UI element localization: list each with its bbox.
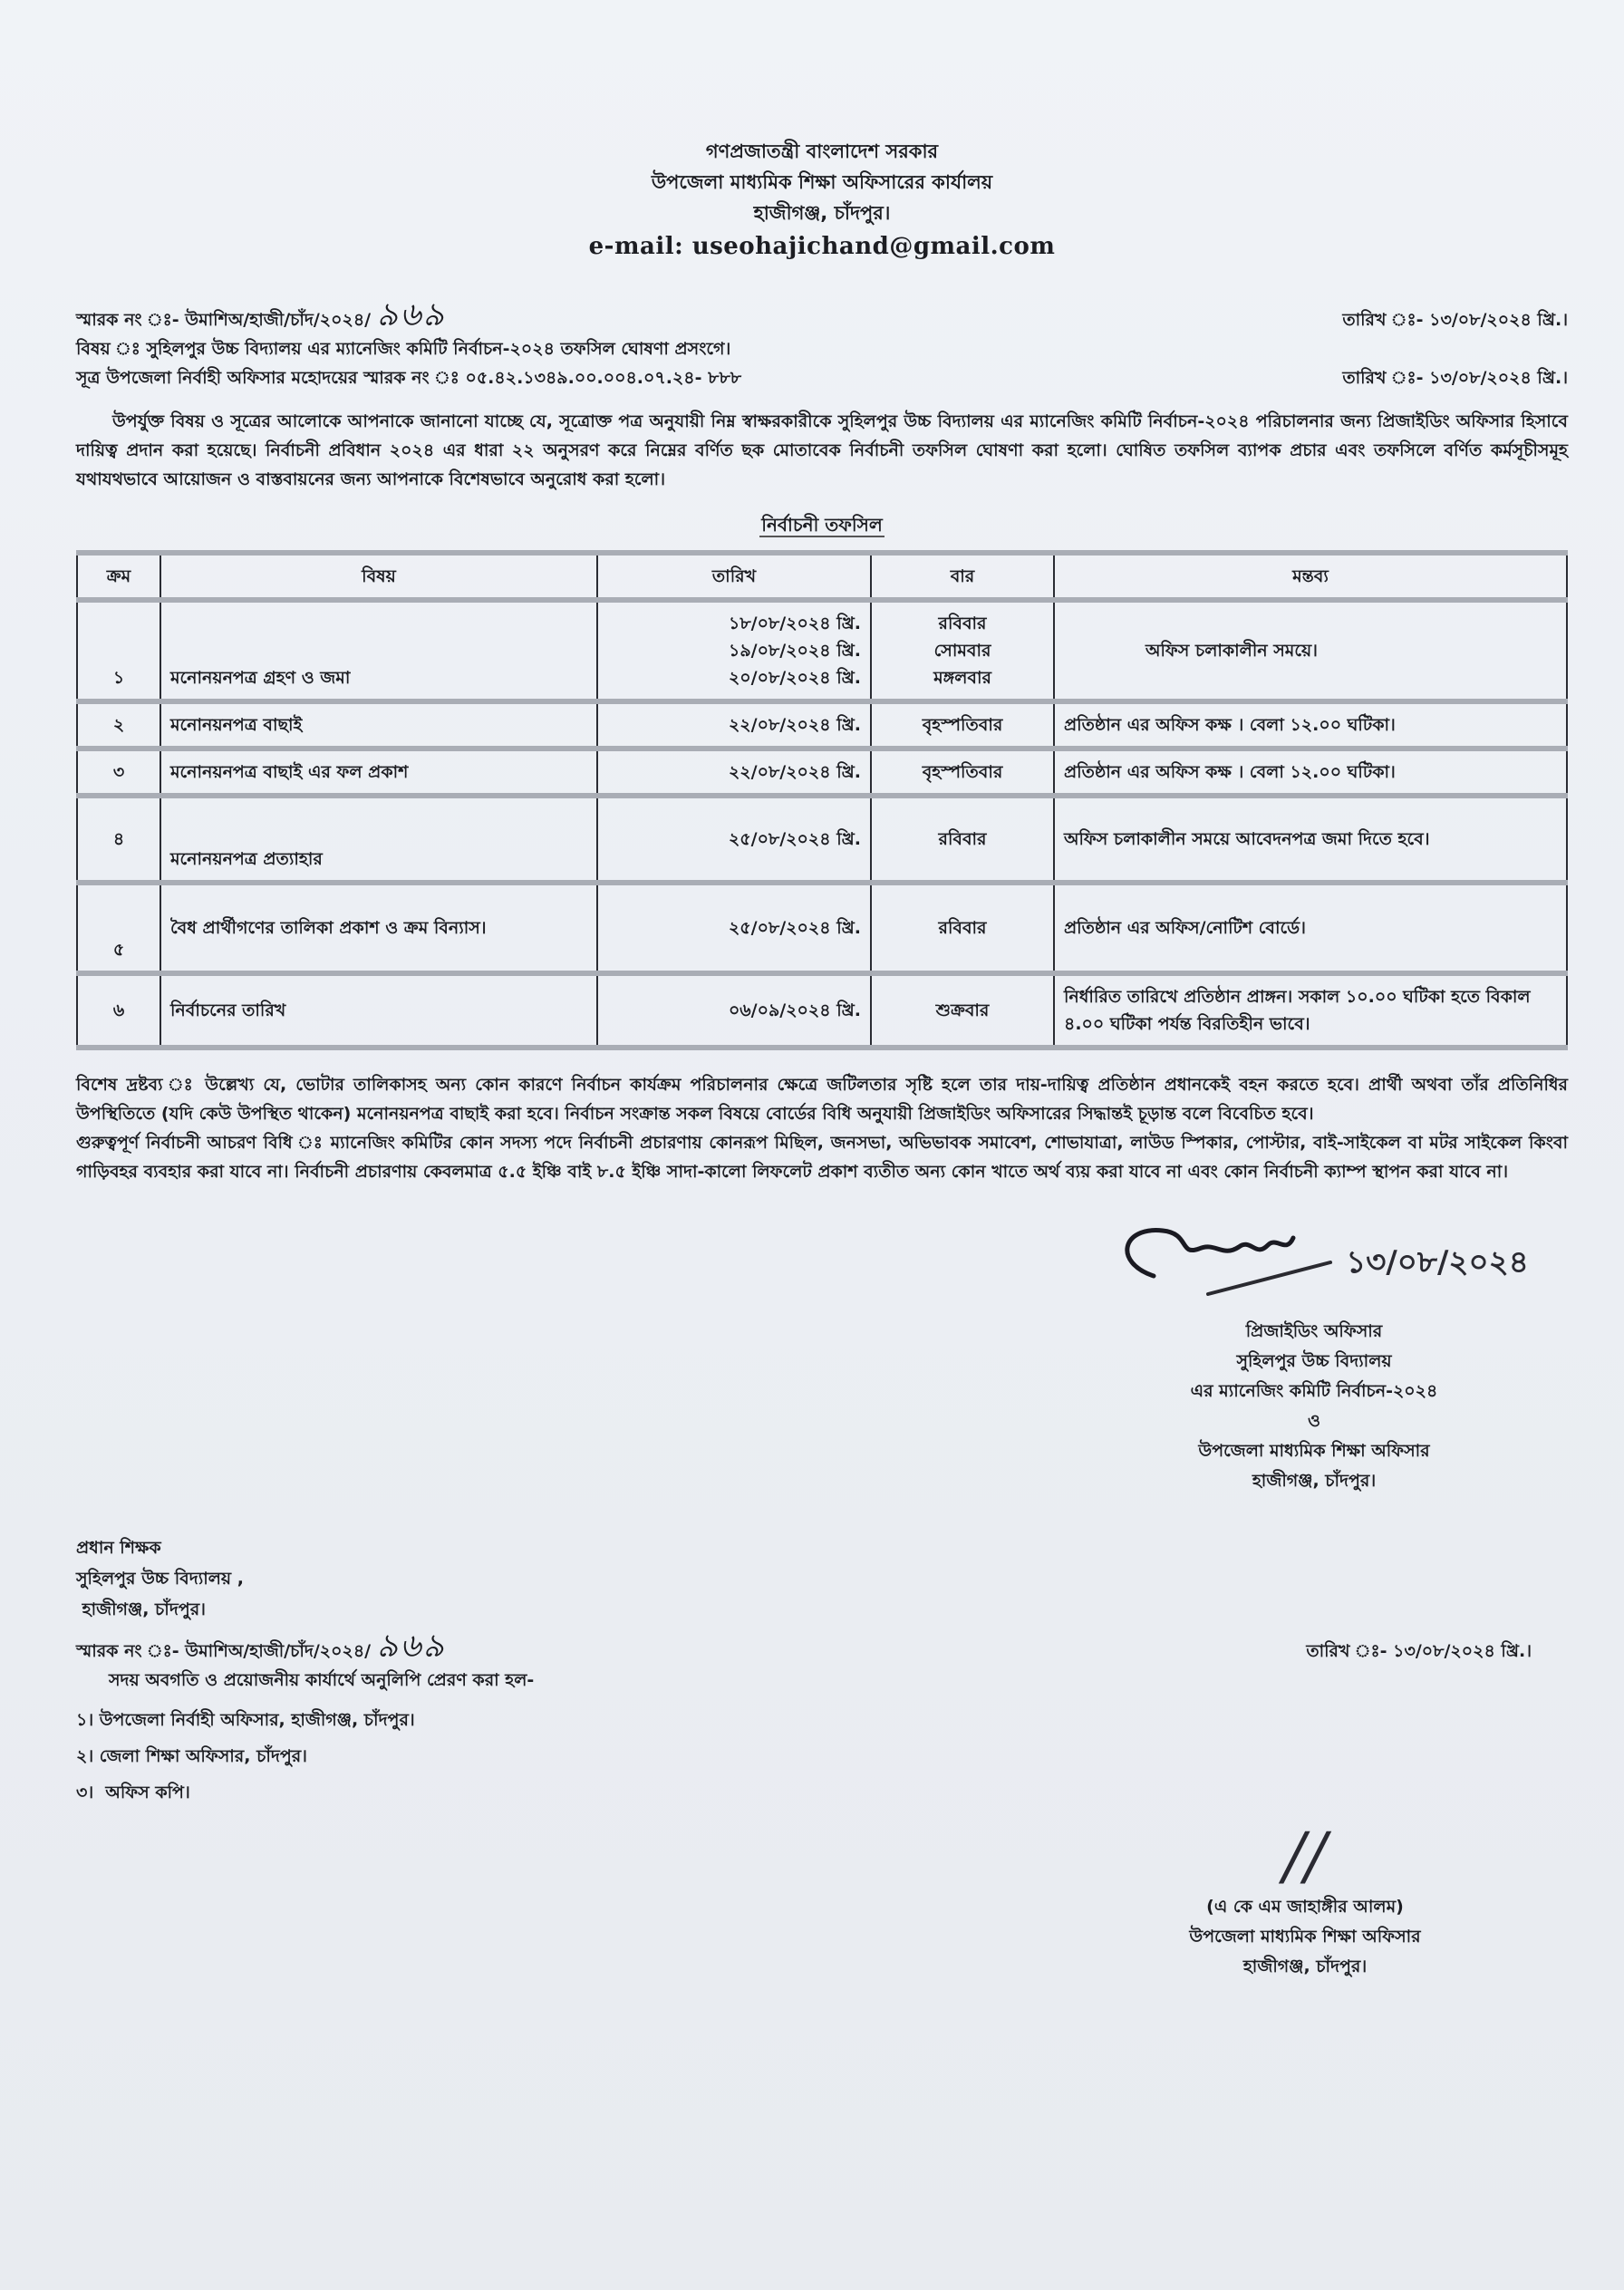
col-header-remarks: মন্তব্য <box>1054 553 1567 600</box>
table-header-row <box>77 553 1567 600</box>
cell-dates <box>597 600 871 701</box>
cell-day: রবিবার <box>871 883 1054 973</box>
col-header-date: তারিখ <box>597 553 871 600</box>
cell-day: সোমবার <box>933 641 991 661</box>
memo-date-2: তারিখ ঃ- ১৩/০৮/২০২৪ খ্রি.। <box>1342 368 1568 388</box>
copy-list-item: ৩। অফিস কপি। <box>76 1783 190 1802</box>
signature-area-1 <box>76 1208 1568 1496</box>
sig1-line: উপজেলা মাধ্যমিক শিক্ষা অফিসার <box>1198 1441 1430 1461</box>
copy-list-item: ২। জেলা শিক্ষা অফিসার, চাঁদপুর। <box>76 1746 307 1766</box>
sig1-line: হাজীগঞ্জ, চাঁদপুর। <box>1252 1471 1377 1491</box>
cell-subject: মনোনয়নপত্র গ্রহণ ও জমা <box>160 600 597 701</box>
cell-remark: প্রতিষ্ঠান এর অফিস কক্ষ । বেলা ১২.০০ ঘটিকা। <box>1054 701 1567 749</box>
memo-ref-label: স্মারক নং ঃ- উমাশিঅ/হাজী/চাঁদ/২০২৪/ <box>76 310 372 330</box>
memo-block <box>76 297 1568 392</box>
signature-area-2 <box>76 1820 1568 1982</box>
table-row <box>77 796 1567 883</box>
header-govt: গণপ্রজাতন্ত্রী বাংলাদেশ সরকার <box>705 140 939 162</box>
cell-serial: ৬ <box>77 973 160 1048</box>
signature-mark: // <box>1283 1819 1327 1893</box>
signature-block-1 <box>1060 1317 1568 1496</box>
signature-2 <box>1097 1820 1513 1982</box>
table-row <box>77 600 1567 701</box>
cell-remark: প্রতিষ্ঠান এর অফিস/নোটিশ বোর্ডে। <box>1054 883 1567 973</box>
col-header-serial: ক্রম <box>77 553 160 600</box>
cell-date: ১৮/০৮/২০২৪ খ্রি. <box>728 614 861 633</box>
sig1-line: এর ম্যানেজিং কমিটি নির্বাচন-২০২৪ <box>1190 1381 1438 1401</box>
cell-day: বৃহস্পতিবার <box>871 749 1054 796</box>
cell-subject: মনোনয়নপত্র বাছাই এর ফল প্রকাশ <box>160 749 597 796</box>
cell-date: ২৫/০৮/২০২৪ খ্রি. <box>597 796 871 883</box>
cell-date: ১৯/০৮/২০২৪ খ্রি. <box>728 641 861 661</box>
schedule-title <box>76 510 1568 539</box>
cell-remark: প্রতিষ্ঠান এর অফিস কক্ষ । বেলা ১২.০০ ঘটিকা। <box>1054 749 1567 796</box>
copy-memo-intro: সদয় অবগতি ও প্রয়োজনীয় কার্যার্থে অনুলিপি প্রেরণ করা হল- <box>109 1670 535 1690</box>
table-row <box>77 883 1567 973</box>
memo-ref-number-handwritten: ৯৬৯ <box>376 296 446 333</box>
schedule-title-text: নির্বাচনী তফসিল <box>761 514 883 536</box>
header-location: হাজীগঞ্জ, চাঁদপুর। <box>753 202 891 224</box>
copy-memo-ref-number-handwritten: ৯৬৯ <box>376 1628 446 1665</box>
cell-remark: অফিস চলাকালীন সময়ে। <box>1054 600 1567 701</box>
recipient-line: হাজীগঞ্জ, চাঁদপুর। <box>76 1599 206 1619</box>
copy-memo-row <box>76 1628 1568 1666</box>
sig1-line: ও <box>1308 1411 1320 1431</box>
copy-memo-ref <box>76 1628 446 1666</box>
cell-date: ২২/০৮/২০২৪ খ্রি. <box>597 749 871 796</box>
cell-subject: বৈধ প্রার্থীগণের তালিকা প্রকাশ ও ক্রম বিন্যাস। <box>160 883 597 973</box>
table-row <box>77 701 1567 749</box>
recipient-line: প্রধান শিক্ষক <box>76 1538 161 1558</box>
cell-serial: ৩ <box>77 749 160 796</box>
copy-memo-date: তারিখ ঃ- ১৩/০৮/২০২৪ খ্রি.। <box>1306 1641 1532 1661</box>
memo-date-1: তারিখ ঃ- ১৩/০৮/২০২৪ খ্রি.। <box>1342 310 1568 330</box>
memo-source: সূত্র উপজেলা নির্বাহী অফিসার মহোদয়ের স্মারক নং ঃ ০৫.৪২.১৩৪৯.০০.০০৪.০৭.২৪- ৮৮৮ <box>76 368 742 388</box>
recipient-line: সুহিলপুর উচ্চ বিদ্যালয় , <box>76 1569 244 1589</box>
cell-serial: ৪ <box>77 796 160 883</box>
memo-ref <box>76 297 446 334</box>
special-note: বিশেষ দ্রষ্টব্য ঃ উল্লেখ্য যে, ভোটার তালিকাসহ অন্য কোন কারণে নির্বাচন কার্যক্রম পরিচালনার ক্ষেত্রে জটিলতার সৃষ্টি হলে তার দায়-দায়িত্ব প্রতিষ্ঠান প্রধানকেই বহন করতে হবে। প্রার্থী অথবা তাঁর প্রতিনিধির উপস্থিতিতে (যদি কেউ উপস্থিত থাকেন) মনোনয়নপত্র বাছাই করা হবে। নির্বাচন সংক্রান্ত সকল বিষয়ে বোর্ডের বিধি অনুযায়ী প্রিজাইডিং অফিসারের সিদ্ধান্তই চূড়ান্ত বলে বিবেচিত হবে। <box>76 1075 1568 1124</box>
copy-list-item: ১। উপজেলা নির্বাহী অফিসার, হাজীগঞ্জ, চাঁদপুর। <box>76 1710 415 1730</box>
copy-list <box>76 1702 1568 1811</box>
sig2-line: হাজীগঞ্জ, চাঁদপুর। <box>1242 1957 1368 1976</box>
sig1-line: প্রিজাইডিং অফিসার <box>1245 1321 1383 1341</box>
cell-day: রবিবার <box>871 796 1054 883</box>
cell-day: মঙ্গলবার <box>933 668 991 688</box>
cell-day: রবিবার <box>938 614 987 633</box>
cell-subject: নির্বাচনের তারিখ <box>160 973 597 1048</box>
cell-serial: ১ <box>77 600 160 701</box>
memo-ref-row <box>76 297 1568 334</box>
signature-block-2 <box>1097 1892 1513 1982</box>
sig2-line: (এ কে এম জাহাঙ্গীর আলম) <box>1206 1897 1404 1917</box>
cell-day: বৃহস্পতিবার <box>871 701 1054 749</box>
cell-date: ২৫/০৮/২০২৪ খ্রি. <box>597 883 871 973</box>
cell-date: ২২/০৮/২০২৪ খ্রি. <box>597 701 871 749</box>
signature-1 <box>1060 1208 1568 1496</box>
table-row <box>77 973 1567 1048</box>
sig2-line: উপজেলা মাধ্যমিক শিক্ষা অফিসার <box>1189 1927 1421 1947</box>
cell-remark: অফিস চলাকালীন সময়ে আবেদনপত্র জমা দিতে হবে। <box>1054 796 1567 883</box>
sig1-line: সুহিলপুর উচ্চ বিদ্যালয় <box>1236 1351 1392 1371</box>
signature-scribble-row <box>1060 1208 1568 1317</box>
cell-serial: ২ <box>77 701 160 749</box>
col-header-day: বার <box>871 553 1054 600</box>
cell-serial: ৫ <box>77 883 160 973</box>
cell-days <box>871 600 1054 701</box>
cell-subject: মনোনয়নপত্র বাছাই <box>160 701 597 749</box>
body-paragraph <box>76 407 1568 494</box>
signature-scribble <box>1099 1213 1335 1312</box>
copy-memo-ref-label: স্মারক নং ঃ- উমাশিঅ/হাজী/চাঁদ/২০২৪/ <box>76 1641 372 1661</box>
cell-remark: নির্ধারিত তারিখে প্রতিষ্ঠান প্রাঙ্গন। সকাল ১০.০০ ঘটিকা হতে বিকাল ৪.০০ ঘটিকা পর্যন্ত বিরতিহীন ভাবে। <box>1054 973 1567 1048</box>
conduct-rules: গুরুত্বপূর্ণ নির্বাচনী আচরণ বিধি ঃ ম্যানেজিং কমিটির কোন সদস্য পদে নির্বাচনী প্রচারণায় কোনরূপ মিছিল, জনসভা, অভিভাবক সমাবেশ, শোভাযাত্রা, লাউড স্পিকার, পোস্টার, বাই-সাইকেল বা মটর সাইকেল কিংবা গাড়িবহর ব্যবহার করা যাবে না। নির্বাচনী প্রচারণায় কেবলমাত্র ৫.৫ ইঞ্চি বাই ৮.৫ ইঞ্চি সাদা-কালো লিফলেট প্রকাশ ব্যতীত অন্য কোন খাতে অর্থ ব্যয় করা যাবে না এবং কোন নির্বাচনী ক্যাম্প স্থাপন করা যাবে না। <box>76 1133 1568 1182</box>
cell-day: শুক্রবার <box>871 973 1054 1048</box>
body-paragraph-text: উপর্যুক্ত বিষয় ও সূত্রের আলোকে আপনাকে জানানো যাচ্ছে যে, সূত্রোক্ত পত্র অনুযায়ী নিম্ন স্বাক্ষরকারীকে সুহিলপুর উচ্চ বিদ্যালয় এর ম্যানেজিং কমিটি নির্বাচন-২০২৪ পরিচালনার জন্য প্রিজাইডিং অফিসার হিসাবে দায়িত্ব প্রদান করা হয়েছে। নির্বাচনী প্রবিধান ২০২৪ এর ধারা ২২ অনুসরণ করে নিম্নের বর্ণিত ছক মোতাবেক নির্বাচনী তফসিল ঘোষণা করা হলো। ঘোষিত তফসিল ব্যাপক প্রচার এবং তফসিলে বর্ণিত কর্মসূচীসমূহ যথাযথভাবে আয়োজন ও বাস্তবায়নের জন্য আপনাকে বিশেষভাবে অনুরোধ করা হলো। <box>76 411 1568 489</box>
header-email: e-mail: useohajichand@gmail.com <box>588 233 1056 260</box>
signature-date-handwritten: ১৩/০৮/২০২৪ <box>1346 1244 1529 1280</box>
table-row <box>77 749 1567 796</box>
col-header-subject: বিষয় <box>160 553 597 600</box>
memo-subject: বিষয় ঃ সুহিলপুর উচ্চ বিদ্যালয় এর ম্যানেজিং কমিটি নির্বাচন-২০২৪ তফসিল ঘোষণা প্রসংগে। <box>76 339 731 359</box>
cell-date: ২০/০৮/২০২৪ খ্রি. <box>728 668 861 688</box>
memo-source-row <box>76 363 1568 392</box>
cell-subject: মনোনয়নপত্র প্রত্যাহার <box>160 796 597 883</box>
cell-date: ০৬/০৯/২০২৪ খ্রি. <box>597 973 871 1048</box>
recipient-block <box>76 1532 1568 1625</box>
schedule-table <box>76 550 1568 1050</box>
header-office: উপজেলা মাধ্যমিক শিক্ষা অফিসারের কার্যালয় <box>651 171 993 193</box>
